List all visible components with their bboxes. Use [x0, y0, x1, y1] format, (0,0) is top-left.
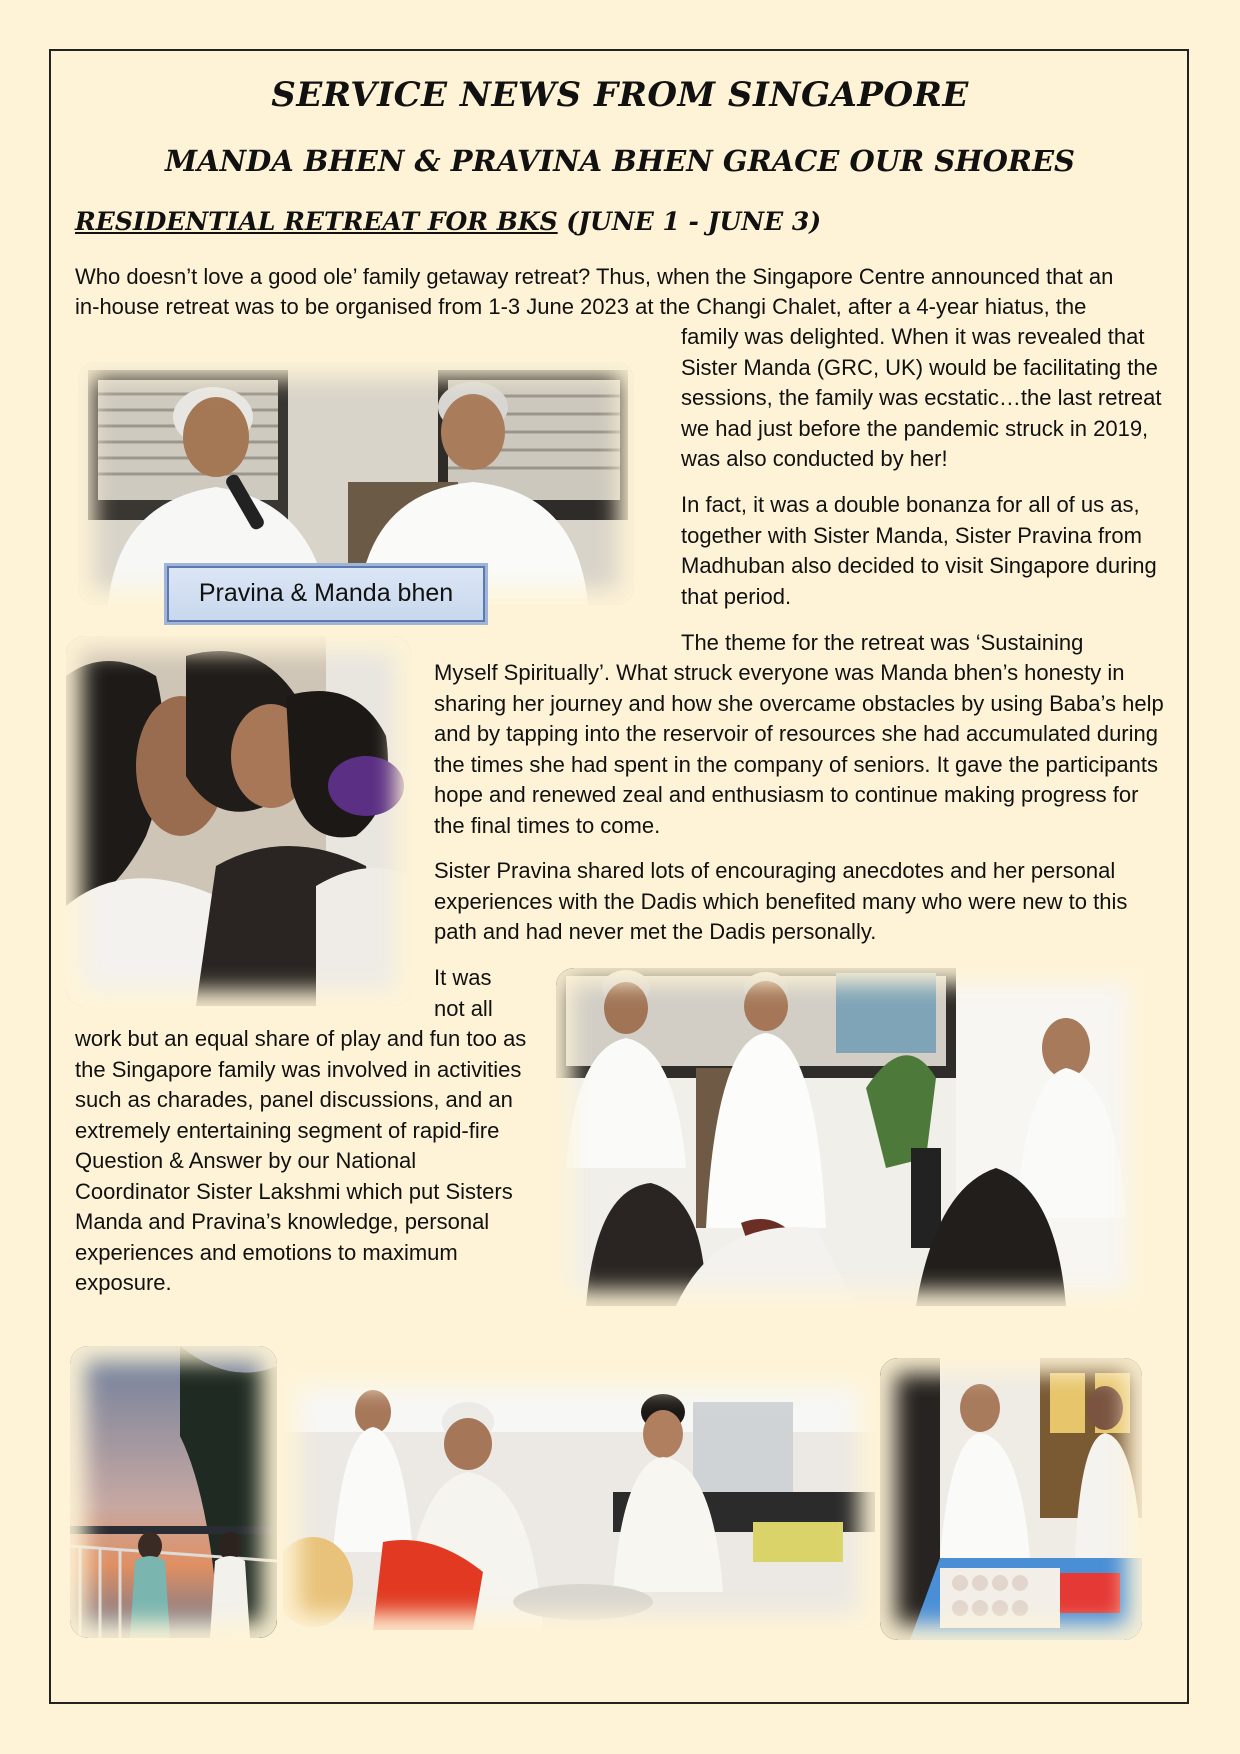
paragraph-5-first: It was not all	[434, 965, 493, 1021]
paragraph-3: Myself Spiritually’. What struck everyone was Manda bhen’s honesty in sharing her journey and how she overcame obstacles by using Baba’s help and by tapping into the reservoir of resources she had accumulated during the times she had spent in the company of seniors. It gave the participants hope and renewed zeal and enthusiasm to continue making progress for the final times to come.	[434, 660, 1164, 838]
photo-kitchen	[283, 1372, 875, 1630]
photo-vignette	[880, 1358, 1142, 1640]
photo-sunset	[70, 1346, 277, 1638]
photo-vignette	[556, 968, 1144, 1306]
photo-audience	[66, 636, 411, 1006]
photo-session	[556, 968, 1144, 1306]
paragraph-5: work but an equal share of play and fun too as the Singapore family was involved in activities such as charades, panel discussions, and an extremely entertaining segment of rapid-fire Question & Answer by our National Coordinator Sister Lakshmi which put Sisters Manda and Pravina’s knowledge, personal experiences and emotions to maximum exposure.	[75, 1026, 527, 1295]
intro-line-1: Who doesn’t love a good ole’ family getaway retreat? Thus, when the Singapore Centre announced that an	[75, 264, 1114, 289]
photo-serving	[880, 1358, 1142, 1640]
section-heading-title: RESIDENTIAL RETREAT FOR BKS	[75, 207, 558, 236]
section-heading	[75, 207, 821, 236]
intro-line-2: in-house retreat was to be organised from 1-3 June 2023 at the Changi Chalet, after a 4-year hiatus, the	[75, 294, 1087, 319]
paragraph-4: Sister Pravina shared lots of encouraging anecdotes and her personal experiences with the Dadis which benefited many who were new to this path and had never met the Dadis personally.	[434, 858, 1128, 944]
photo-vignette	[70, 1346, 277, 1638]
page-title: SERVICE NEWS FROM SINGAPORE	[271, 75, 969, 115]
paragraph-1: family was delighted. When it was revealed that Sister Manda (GRC, UK) would be facilitating the sessions, the family was ecstatic…the last retreat we had just before the pandemic struck in 2019, was also conducted by her!	[681, 324, 1162, 471]
photo-vignette	[66, 636, 411, 1006]
photo-caption: Pravina & Manda bhen	[167, 566, 485, 622]
photo-vignette	[283, 1372, 875, 1630]
paragraph-3-first-line: The theme for the retreat was ‘Sustaining	[681, 630, 1084, 655]
page-subtitle: MANDA BHEN & PRAVINA BHEN GRACE OUR SHORES	[165, 144, 1075, 178]
section-heading-dates: (JUNE 1 - JUNE 3)	[566, 207, 822, 236]
paragraph-2: In fact, it was a double bonanza for all of us as, together with Sister Manda, Sister Pravina from Madhuban also decided to visit Singapore during that period.	[681, 492, 1157, 609]
